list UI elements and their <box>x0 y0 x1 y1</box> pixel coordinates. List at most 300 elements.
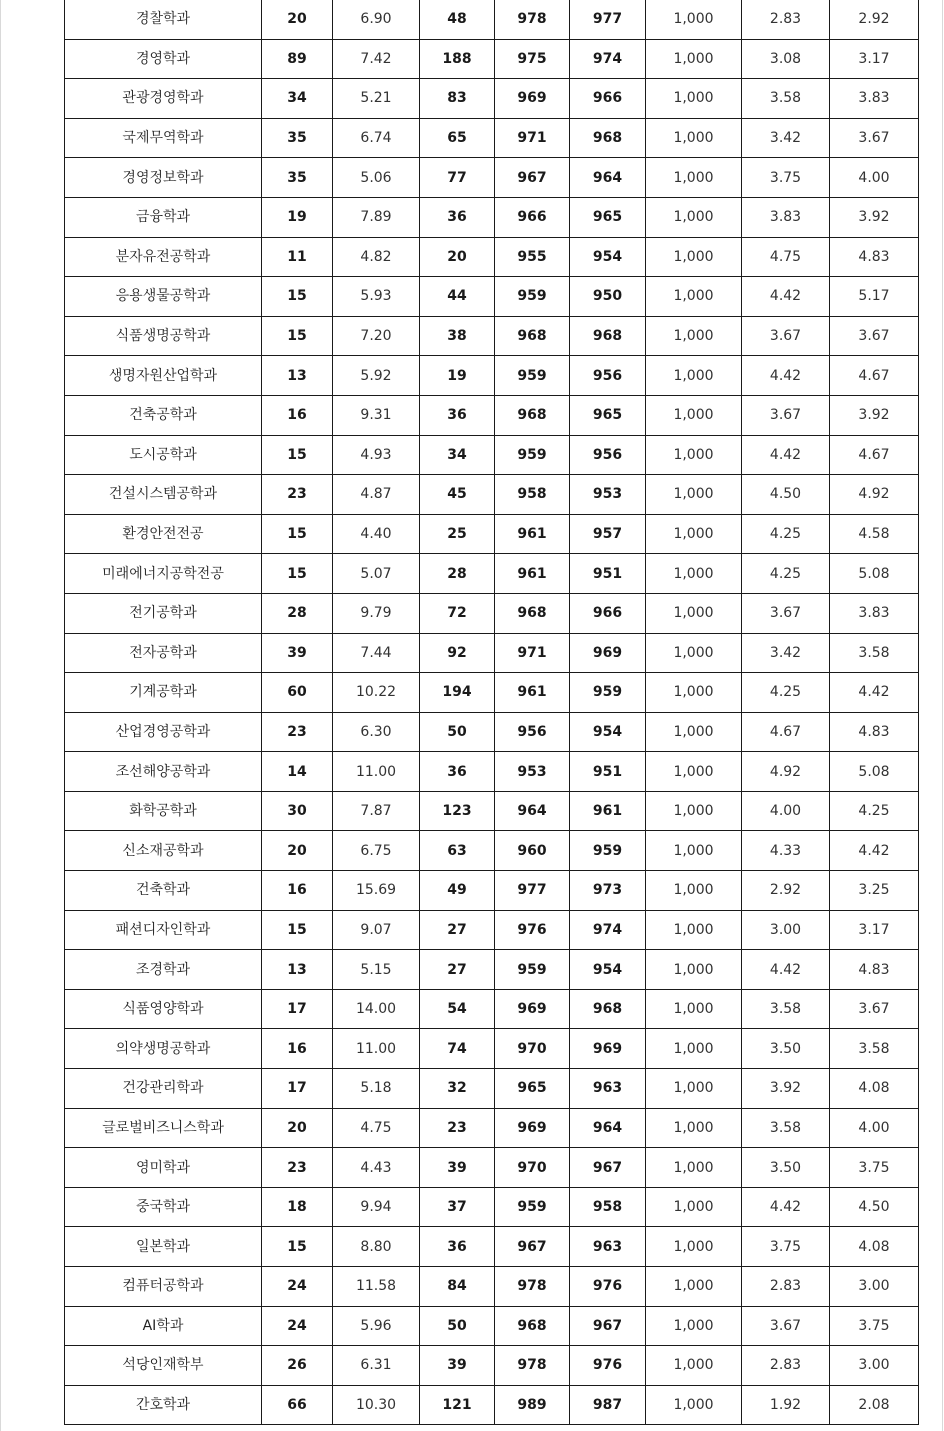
department-cell: 패션디자인학과 <box>65 910 262 950</box>
grade-cutoff-cell: 3.67 <box>830 316 919 356</box>
applicant-rank-cell: 25 <box>420 514 495 554</box>
competition-rate-cell: 4.43 <box>333 1148 420 1188</box>
applicant-rank-cell: 48 <box>420 0 495 39</box>
competition-rate-cell: 5.96 <box>333 1306 420 1346</box>
grade-cutoff-cell: 4.25 <box>830 791 919 831</box>
score-average-cell: 968 <box>495 395 570 435</box>
competition-rate-cell: 7.44 <box>333 633 420 673</box>
score-average-cell: 977 <box>495 871 570 911</box>
score-min-cell: 973 <box>570 871 646 911</box>
table-row <box>65 118 919 158</box>
score-average-cell: 969 <box>495 989 570 1029</box>
table-row <box>65 197 919 237</box>
score-full-cell: 1,000 <box>646 395 742 435</box>
grade-cutoff-cell: 3.83 <box>830 593 919 633</box>
table-row <box>65 1306 919 1346</box>
grade-cutoff-cell: 4.00 <box>830 1108 919 1148</box>
grade-average-cell: 4.33 <box>742 831 830 871</box>
admission-results-table <box>64 0 919 1425</box>
score-min-cell: 956 <box>570 356 646 396</box>
applicant-rank-cell: 39 <box>420 1346 495 1386</box>
applicant-rank-cell: 49 <box>420 871 495 911</box>
score-full-cell: 1,000 <box>646 475 742 515</box>
score-min-cell: 976 <box>570 1346 646 1386</box>
score-min-cell: 950 <box>570 277 646 317</box>
table-row <box>65 316 919 356</box>
competition-rate-cell: 11.00 <box>333 752 420 792</box>
score-average-cell: 978 <box>495 1267 570 1307</box>
grade-average-cell: 3.92 <box>742 1069 830 1109</box>
score-full-cell: 1,000 <box>646 871 742 911</box>
applicant-rank-cell: 123 <box>420 791 495 831</box>
department-cell: 금융학과 <box>65 197 262 237</box>
score-full-cell: 1,000 <box>646 356 742 396</box>
grade-cutoff-cell: 3.17 <box>830 39 919 79</box>
applicant-rank-cell: 19 <box>420 356 495 396</box>
quota-cell: 39 <box>262 633 333 673</box>
competition-rate-cell: 5.92 <box>333 356 420 396</box>
department-cell: 건강관리학과 <box>65 1069 262 1109</box>
score-min-cell: 951 <box>570 554 646 594</box>
applicant-rank-cell: 121 <box>420 1385 495 1425</box>
grade-cutoff-cell: 3.00 <box>830 1267 919 1307</box>
grade-cutoff-cell: 5.08 <box>830 752 919 792</box>
department-cell: 간호학과 <box>65 1385 262 1425</box>
grade-cutoff-cell: 4.42 <box>830 831 919 871</box>
quota-cell: 24 <box>262 1306 333 1346</box>
score-average-cell: 956 <box>495 712 570 752</box>
score-average-cell: 961 <box>495 673 570 713</box>
score-average-cell: 978 <box>495 1346 570 1386</box>
quota-cell: 23 <box>262 1148 333 1188</box>
applicant-rank-cell: 36 <box>420 752 495 792</box>
grade-cutoff-cell: 3.92 <box>830 395 919 435</box>
competition-rate-cell: 7.89 <box>333 197 420 237</box>
grade-cutoff-cell: 5.17 <box>830 277 919 317</box>
score-average-cell: 970 <box>495 1029 570 1069</box>
score-full-cell: 1,000 <box>646 1069 742 1109</box>
score-min-cell: 974 <box>570 39 646 79</box>
score-average-cell: 958 <box>495 475 570 515</box>
competition-rate-cell: 5.21 <box>333 79 420 119</box>
department-cell: 도시공학과 <box>65 435 262 475</box>
score-average-cell: 959 <box>495 950 570 990</box>
score-average-cell: 960 <box>495 831 570 871</box>
competition-rate-cell: 9.31 <box>333 395 420 435</box>
grade-cutoff-cell: 4.92 <box>830 475 919 515</box>
competition-rate-cell: 7.87 <box>333 791 420 831</box>
score-min-cell: 958 <box>570 1187 646 1227</box>
score-average-cell: 964 <box>495 791 570 831</box>
score-average-cell: 966 <box>495 197 570 237</box>
score-full-cell: 1,000 <box>646 79 742 119</box>
grade-cutoff-cell: 4.83 <box>830 950 919 990</box>
competition-rate-cell: 5.07 <box>333 554 420 594</box>
grade-cutoff-cell: 4.83 <box>830 237 919 277</box>
table-row <box>65 831 919 871</box>
score-full-cell: 1,000 <box>646 633 742 673</box>
department-cell: 경찰학과 <box>65 0 262 39</box>
applicant-rank-cell: 65 <box>420 118 495 158</box>
grade-average-cell: 4.67 <box>742 712 830 752</box>
grade-average-cell: 4.42 <box>742 356 830 396</box>
quota-cell: 20 <box>262 1108 333 1148</box>
grade-average-cell: 4.75 <box>742 237 830 277</box>
score-average-cell: 989 <box>495 1385 570 1425</box>
grade-average-cell: 3.42 <box>742 633 830 673</box>
applicant-rank-cell: 188 <box>420 39 495 79</box>
quota-cell: 34 <box>262 79 333 119</box>
score-full-cell: 1,000 <box>646 712 742 752</box>
applicant-rank-cell: 83 <box>420 79 495 119</box>
grade-average-cell: 3.00 <box>742 910 830 950</box>
score-full-cell: 1,000 <box>646 1227 742 1267</box>
score-full-cell: 1,000 <box>646 197 742 237</box>
competition-rate-cell: 8.80 <box>333 1227 420 1267</box>
department-cell: 글로벌비즈니스학과 <box>65 1108 262 1148</box>
applicant-rank-cell: 36 <box>420 395 495 435</box>
table-row <box>65 633 919 673</box>
score-average-cell: 959 <box>495 435 570 475</box>
score-full-cell: 1,000 <box>646 910 742 950</box>
score-average-cell: 968 <box>495 1306 570 1346</box>
quota-cell: 16 <box>262 1029 333 1069</box>
applicant-rank-cell: 194 <box>420 673 495 713</box>
applicant-rank-cell: 77 <box>420 158 495 198</box>
table-row <box>65 910 919 950</box>
competition-rate-cell: 7.20 <box>333 316 420 356</box>
applicant-rank-cell: 44 <box>420 277 495 317</box>
score-full-cell: 1,000 <box>646 237 742 277</box>
table-row <box>65 0 919 39</box>
score-min-cell: 966 <box>570 79 646 119</box>
competition-rate-cell: 10.22 <box>333 673 420 713</box>
score-min-cell: 974 <box>570 910 646 950</box>
competition-rate-cell: 6.31 <box>333 1346 420 1386</box>
grade-average-cell: 4.92 <box>742 752 830 792</box>
competition-rate-cell: 4.87 <box>333 475 420 515</box>
table-row <box>65 475 919 515</box>
grade-average-cell: 4.25 <box>742 554 830 594</box>
department-cell: 조경학과 <box>65 950 262 990</box>
score-min-cell: 976 <box>570 1267 646 1307</box>
quota-cell: 26 <box>262 1346 333 1386</box>
grade-average-cell: 1.92 <box>742 1385 830 1425</box>
department-cell: 의약생명공학과 <box>65 1029 262 1069</box>
score-full-cell: 1,000 <box>646 435 742 475</box>
quota-cell: 15 <box>262 435 333 475</box>
grade-cutoff-cell: 2.92 <box>830 0 919 39</box>
competition-rate-cell: 5.06 <box>333 158 420 198</box>
applicant-rank-cell: 36 <box>420 197 495 237</box>
grade-average-cell: 4.42 <box>742 435 830 475</box>
score-full-cell: 1,000 <box>646 1385 742 1425</box>
score-average-cell: 968 <box>495 593 570 633</box>
competition-rate-cell: 5.93 <box>333 277 420 317</box>
grade-cutoff-cell: 4.08 <box>830 1227 919 1267</box>
score-min-cell: 963 <box>570 1069 646 1109</box>
applicant-rank-cell: 54 <box>420 989 495 1029</box>
score-min-cell: 966 <box>570 593 646 633</box>
table-row <box>65 1346 919 1386</box>
competition-rate-cell: 9.07 <box>333 910 420 950</box>
applicant-rank-cell: 74 <box>420 1029 495 1069</box>
score-average-cell: 967 <box>495 1227 570 1267</box>
quota-cell: 18 <box>262 1187 333 1227</box>
quota-cell: 60 <box>262 673 333 713</box>
department-cell: 건설시스템공학과 <box>65 475 262 515</box>
quota-cell: 23 <box>262 475 333 515</box>
table-row <box>65 237 919 277</box>
score-full-cell: 1,000 <box>646 673 742 713</box>
score-average-cell: 961 <box>495 514 570 554</box>
quota-cell: 23 <box>262 712 333 752</box>
grade-cutoff-cell: 5.08 <box>830 554 919 594</box>
score-full-cell: 1,000 <box>646 39 742 79</box>
table-body <box>65 0 919 1425</box>
score-min-cell: 968 <box>570 316 646 356</box>
right-border-line <box>942 0 943 1431</box>
grade-cutoff-cell: 4.67 <box>830 356 919 396</box>
grade-cutoff-cell: 4.83 <box>830 712 919 752</box>
department-cell: 전기공학과 <box>65 593 262 633</box>
department-cell: AI학과 <box>65 1306 262 1346</box>
score-min-cell: 954 <box>570 237 646 277</box>
grade-average-cell: 3.50 <box>742 1148 830 1188</box>
competition-rate-cell: 9.79 <box>333 593 420 633</box>
grade-average-cell: 4.42 <box>742 1187 830 1227</box>
applicant-rank-cell: 38 <box>420 316 495 356</box>
table-row <box>65 1385 919 1425</box>
score-full-cell: 1,000 <box>646 514 742 554</box>
score-min-cell: 965 <box>570 197 646 237</box>
score-full-cell: 1,000 <box>646 1148 742 1188</box>
table-row <box>65 158 919 198</box>
score-full-cell: 1,000 <box>646 950 742 990</box>
competition-rate-cell: 4.82 <box>333 237 420 277</box>
competition-rate-cell: 6.74 <box>333 118 420 158</box>
department-cell: 응용생물공학과 <box>65 277 262 317</box>
applicant-rank-cell: 45 <box>420 475 495 515</box>
competition-rate-cell: 11.00 <box>333 1029 420 1069</box>
applicant-rank-cell: 32 <box>420 1069 495 1109</box>
quota-cell: 13 <box>262 356 333 396</box>
department-cell: 중국학과 <box>65 1187 262 1227</box>
competition-rate-cell: 5.15 <box>333 950 420 990</box>
competition-rate-cell: 11.58 <box>333 1267 420 1307</box>
quota-cell: 24 <box>262 1267 333 1307</box>
quota-cell: 11 <box>262 237 333 277</box>
score-average-cell: 953 <box>495 752 570 792</box>
department-cell: 건축공학과 <box>65 395 262 435</box>
applicant-rank-cell: 20 <box>420 237 495 277</box>
department-cell: 식품생명공학과 <box>65 316 262 356</box>
grade-cutoff-cell: 3.25 <box>830 871 919 911</box>
score-min-cell: 987 <box>570 1385 646 1425</box>
grade-average-cell: 4.50 <box>742 475 830 515</box>
quota-cell: 15 <box>262 554 333 594</box>
score-average-cell: 976 <box>495 910 570 950</box>
department-cell: 환경안전전공 <box>65 514 262 554</box>
table-row <box>65 1148 919 1188</box>
grade-average-cell: 3.83 <box>742 197 830 237</box>
table-row <box>65 277 919 317</box>
score-min-cell: 959 <box>570 831 646 871</box>
department-cell: 화학공학과 <box>65 791 262 831</box>
applicant-rank-cell: 37 <box>420 1187 495 1227</box>
grade-average-cell: 2.83 <box>742 1267 830 1307</box>
competition-rate-cell: 4.75 <box>333 1108 420 1148</box>
competition-rate-cell: 7.42 <box>333 39 420 79</box>
grade-cutoff-cell: 3.58 <box>830 1029 919 1069</box>
score-full-cell: 1,000 <box>646 1267 742 1307</box>
competition-rate-cell: 6.90 <box>333 0 420 39</box>
score-average-cell: 968 <box>495 316 570 356</box>
score-average-cell: 975 <box>495 39 570 79</box>
grade-cutoff-cell: 4.58 <box>830 514 919 554</box>
quota-cell: 15 <box>262 277 333 317</box>
quota-cell: 20 <box>262 831 333 871</box>
score-average-cell: 970 <box>495 1148 570 1188</box>
applicant-rank-cell: 50 <box>420 1306 495 1346</box>
grade-cutoff-cell: 3.00 <box>830 1346 919 1386</box>
score-full-cell: 1,000 <box>646 593 742 633</box>
quota-cell: 15 <box>262 514 333 554</box>
grade-average-cell: 2.83 <box>742 0 830 39</box>
grade-average-cell: 3.58 <box>742 1108 830 1148</box>
quota-cell: 16 <box>262 395 333 435</box>
score-min-cell: 954 <box>570 712 646 752</box>
department-cell: 국제무역학과 <box>65 118 262 158</box>
competition-rate-cell: 9.94 <box>333 1187 420 1227</box>
quota-cell: 20 <box>262 0 333 39</box>
department-cell: 경영정보학과 <box>65 158 262 198</box>
department-cell: 일본학과 <box>65 1227 262 1267</box>
grade-average-cell: 3.42 <box>742 118 830 158</box>
applicant-rank-cell: 72 <box>420 593 495 633</box>
grade-average-cell: 4.00 <box>742 791 830 831</box>
score-full-cell: 1,000 <box>646 277 742 317</box>
department-cell: 컴퓨터공학과 <box>65 1267 262 1307</box>
table-row <box>65 1108 919 1148</box>
score-average-cell: 971 <box>495 633 570 673</box>
grade-average-cell: 3.67 <box>742 593 830 633</box>
department-cell: 조선해양공학과 <box>65 752 262 792</box>
quota-cell: 15 <box>262 316 333 356</box>
score-min-cell: 959 <box>570 673 646 713</box>
score-min-cell: 969 <box>570 1029 646 1069</box>
score-average-cell: 959 <box>495 1187 570 1227</box>
quota-cell: 14 <box>262 752 333 792</box>
department-cell: 경영학과 <box>65 39 262 79</box>
table-row <box>65 950 919 990</box>
quota-cell: 16 <box>262 871 333 911</box>
score-average-cell: 971 <box>495 118 570 158</box>
score-min-cell: 951 <box>570 752 646 792</box>
score-min-cell: 968 <box>570 989 646 1029</box>
quota-cell: 15 <box>262 1227 333 1267</box>
score-full-cell: 1,000 <box>646 0 742 39</box>
grade-cutoff-cell: 3.83 <box>830 79 919 119</box>
applicant-rank-cell: 28 <box>420 554 495 594</box>
applicant-rank-cell: 34 <box>420 435 495 475</box>
score-full-cell: 1,000 <box>646 989 742 1029</box>
score-full-cell: 1,000 <box>646 118 742 158</box>
grade-average-cell: 4.25 <box>742 673 830 713</box>
grade-cutoff-cell: 3.67 <box>830 989 919 1029</box>
grade-cutoff-cell: 3.17 <box>830 910 919 950</box>
score-full-cell: 1,000 <box>646 752 742 792</box>
quota-cell: 13 <box>262 950 333 990</box>
grade-average-cell: 3.75 <box>742 1227 830 1267</box>
score-min-cell: 967 <box>570 1148 646 1188</box>
table-row <box>65 1187 919 1227</box>
grade-average-cell: 3.67 <box>742 395 830 435</box>
quota-cell: 66 <box>262 1385 333 1425</box>
applicant-rank-cell: 50 <box>420 712 495 752</box>
score-min-cell: 963 <box>570 1227 646 1267</box>
grade-average-cell: 4.42 <box>742 277 830 317</box>
quota-cell: 19 <box>262 197 333 237</box>
table-row <box>65 871 919 911</box>
department-cell: 기계공학과 <box>65 673 262 713</box>
grade-average-cell: 3.67 <box>742 316 830 356</box>
grade-average-cell: 3.58 <box>742 79 830 119</box>
quota-cell: 28 <box>262 593 333 633</box>
score-average-cell: 969 <box>495 79 570 119</box>
competition-rate-cell: 4.40 <box>333 514 420 554</box>
table-row <box>65 673 919 713</box>
score-full-cell: 1,000 <box>646 1187 742 1227</box>
table-row <box>65 435 919 475</box>
score-min-cell: 969 <box>570 633 646 673</box>
score-min-cell: 961 <box>570 791 646 831</box>
table-row <box>65 593 919 633</box>
grade-average-cell: 2.92 <box>742 871 830 911</box>
table-row <box>65 791 919 831</box>
competition-rate-cell: 6.75 <box>333 831 420 871</box>
applicant-rank-cell: 63 <box>420 831 495 871</box>
grade-cutoff-cell: 3.75 <box>830 1148 919 1188</box>
score-average-cell: 961 <box>495 554 570 594</box>
applicant-rank-cell: 27 <box>420 910 495 950</box>
grade-average-cell: 4.42 <box>742 950 830 990</box>
grade-average-cell: 2.83 <box>742 1346 830 1386</box>
score-full-cell: 1,000 <box>646 791 742 831</box>
score-min-cell: 968 <box>570 118 646 158</box>
score-min-cell: 965 <box>570 395 646 435</box>
applicant-rank-cell: 84 <box>420 1267 495 1307</box>
department-cell: 신소재공학과 <box>65 831 262 871</box>
score-min-cell: 967 <box>570 1306 646 1346</box>
score-average-cell: 959 <box>495 277 570 317</box>
score-min-cell: 977 <box>570 0 646 39</box>
department-cell: 건축학과 <box>65 871 262 911</box>
grade-cutoff-cell: 4.08 <box>830 1069 919 1109</box>
quota-cell: 35 <box>262 118 333 158</box>
grade-cutoff-cell: 3.92 <box>830 197 919 237</box>
competition-rate-cell: 5.18 <box>333 1069 420 1109</box>
score-min-cell: 964 <box>570 158 646 198</box>
score-full-cell: 1,000 <box>646 1108 742 1148</box>
department-cell: 산업경영공학과 <box>65 712 262 752</box>
table-row <box>65 1069 919 1109</box>
score-average-cell: 965 <box>495 1069 570 1109</box>
quota-cell: 35 <box>262 158 333 198</box>
score-full-cell: 1,000 <box>646 831 742 871</box>
grade-cutoff-cell: 2.08 <box>830 1385 919 1425</box>
table-row <box>65 989 919 1029</box>
